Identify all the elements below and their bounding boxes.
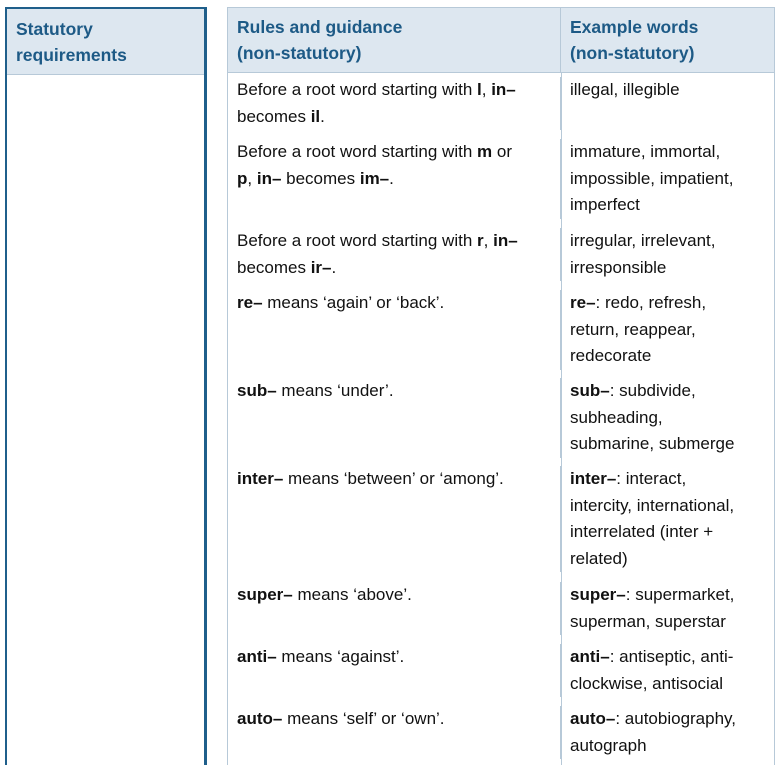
example-line: subheading, — [570, 407, 663, 427]
rule-cell — [228, 290, 561, 370]
example-bold: sub– — [570, 381, 610, 400]
rule-line — [237, 378, 554, 405]
rule-bold: inter– — [237, 469, 284, 488]
example-line — [570, 466, 768, 493]
rule-cell — [228, 228, 561, 281]
rule-text: , — [247, 168, 257, 188]
example-line: irresponsible — [570, 257, 667, 277]
rules-header-line1: Rules and guidance — [237, 17, 403, 37]
example-line: superman, superstar — [570, 611, 726, 631]
rule-line — [237, 104, 554, 131]
rule-line — [237, 139, 554, 166]
table-row — [228, 139, 774, 219]
example-line: related) — [570, 548, 628, 568]
example-bold: super– — [570, 585, 626, 604]
example-text: : subdivide, — [609, 381, 696, 400]
table-header-row — [228, 7, 774, 73]
example-line — [570, 582, 768, 609]
rule-bold: auto– — [237, 709, 283, 728]
rule-cell — [228, 77, 561, 130]
table-row — [228, 466, 774, 572]
example-text: : interact, — [616, 469, 687, 488]
example-bold: auto– — [570, 709, 616, 728]
rule-line — [237, 290, 554, 317]
table-row — [228, 228, 774, 281]
example-cell — [561, 77, 774, 130]
rule-cell — [228, 706, 561, 759]
example-text: : supermarket, — [625, 585, 735, 604]
statutory-requirements-header — [7, 9, 204, 75]
rule-line — [237, 582, 554, 609]
rule-cell — [228, 139, 561, 219]
example-bold: inter– — [570, 469, 617, 488]
example-line — [570, 706, 768, 733]
rules-guidance-header — [228, 8, 561, 72]
example-text: : antiseptic, anti- — [609, 647, 734, 666]
table-row — [228, 582, 774, 635]
rule-text: means ‘above’. — [292, 585, 412, 604]
rule-bold: m — [477, 142, 493, 161]
table-row — [228, 644, 774, 697]
rule-bold: in– — [493, 231, 518, 250]
rule-bold: il — [310, 106, 321, 126]
rule-bold: in– — [256, 168, 282, 188]
rule-cell — [228, 378, 561, 458]
rule-line — [237, 255, 554, 282]
statutory-header-line1: Statutory — [16, 19, 93, 39]
table-row — [228, 290, 774, 370]
statutory-requirements-column — [5, 7, 207, 765]
rules-and-examples-table — [227, 7, 775, 765]
rule-line — [237, 228, 554, 255]
rule-line — [237, 706, 554, 733]
example-cell — [561, 378, 774, 458]
example-cell — [561, 290, 774, 370]
examples-header-line2: (non-statutory) — [570, 43, 695, 63]
table-row — [228, 77, 774, 130]
example-line: redecorate — [570, 346, 652, 365]
example-line — [570, 378, 768, 405]
example-line: imperfect — [570, 195, 640, 214]
example-cell — [561, 582, 774, 635]
example-line: autograph — [570, 735, 647, 755]
example-cell — [561, 139, 774, 219]
rule-cell — [228, 582, 561, 635]
rule-bold: r — [477, 231, 484, 250]
rule-cell — [228, 466, 561, 572]
rule-text: means ‘again’ or ‘back’. — [262, 293, 445, 312]
rule-text: . — [320, 106, 325, 126]
example-bold: anti– — [570, 647, 610, 666]
rule-bold: p — [237, 168, 248, 188]
example-bold: re– — [570, 293, 596, 312]
rule-text: . — [389, 168, 394, 188]
rule-line — [237, 77, 554, 104]
rule-bold: l — [477, 80, 482, 99]
rule-text: means ‘self’ or ‘own’. — [282, 709, 445, 728]
rule-text: or — [492, 142, 512, 161]
example-words-header — [561, 8, 774, 72]
rule-text: becomes — [237, 106, 311, 126]
example-line: immature, immortal, — [570, 142, 721, 161]
example-line: clockwise, antisocial — [570, 673, 724, 693]
table-row — [228, 706, 774, 759]
example-cell — [561, 644, 774, 697]
example-line: irregular, irrelevant, — [570, 231, 716, 250]
rule-bold: ir– — [310, 257, 332, 277]
rule-bold: im– — [359, 168, 390, 188]
rule-bold: in– — [491, 80, 516, 99]
example-line: intercity, international, — [570, 495, 735, 515]
rule-text: Before a root word starting with — [237, 142, 478, 161]
rule-cell — [228, 644, 561, 697]
example-line: return, reappear, — [570, 319, 696, 339]
rule-text: , — [481, 80, 492, 99]
statutory-header-line2: requirements — [16, 45, 127, 65]
rule-line — [237, 166, 554, 193]
rule-text: becomes — [237, 257, 311, 277]
rule-text: means ‘between’ or ‘among’. — [283, 469, 504, 488]
table-row — [228, 378, 774, 458]
rule-text: Before a root word starting with — [237, 231, 478, 250]
rule-text: becomes — [281, 168, 360, 188]
example-line: illegal, illegible — [570, 80, 680, 99]
example-line — [570, 644, 768, 671]
example-line: submarine, submerge — [570, 434, 735, 453]
example-cell — [561, 466, 774, 572]
rule-text: . — [331, 257, 337, 277]
rules-header-line2: (non-statutory) — [237, 43, 362, 63]
example-cell — [561, 706, 774, 759]
rule-text: means ‘against’. — [276, 647, 405, 666]
example-text: : redo, refresh, — [595, 293, 707, 312]
rule-bold: anti– — [237, 647, 277, 666]
example-line — [570, 290, 768, 317]
rule-bold: re– — [237, 293, 263, 312]
example-cell — [561, 228, 774, 281]
example-line: interrelated (inter + — [570, 522, 714, 541]
example-line: impossible, impatient, — [570, 168, 734, 188]
rule-text: Before a root word starting with — [237, 80, 478, 99]
rule-line — [237, 644, 554, 671]
rule-text: , — [483, 231, 494, 250]
examples-header-line1: Example words — [570, 17, 699, 37]
example-text: : autobiography, — [615, 709, 737, 728]
rule-bold: sub– — [237, 381, 277, 400]
rule-text: means ‘under’. — [276, 381, 394, 400]
rule-bold: super– — [237, 585, 293, 604]
rule-line — [237, 466, 554, 493]
